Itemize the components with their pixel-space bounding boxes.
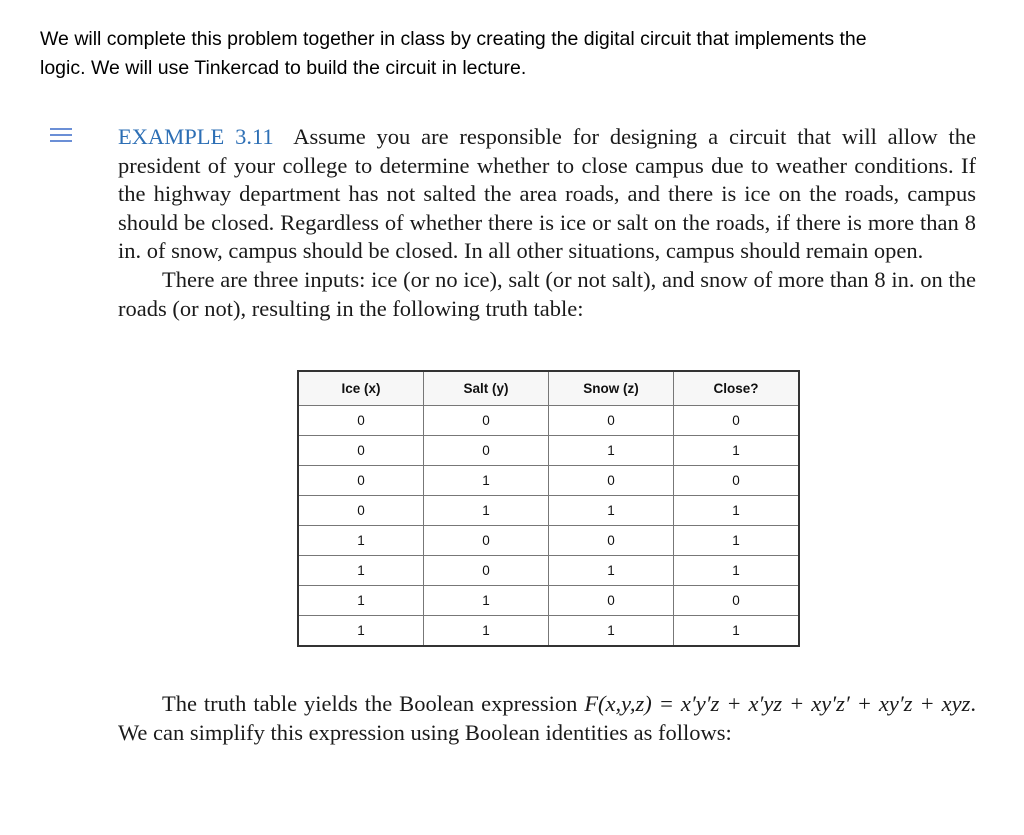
example-text-1: Assume you are responsible for designing a circuit that will allow the president of your college to determine whether to close campus due to weather conditions. If the highway department has not salted the area roads, and there is ice on the roads, campus should be closed. Regardless of whether there is ice or salt on the roads, if there is more than 8 in. of snow, campus should be closed. In all other situations, campus should remain open. bbox=[118, 124, 976, 264]
cell: 1 bbox=[549, 496, 674, 526]
header-close: Close? bbox=[674, 371, 800, 406]
cell: 0 bbox=[298, 496, 424, 526]
table-row bbox=[298, 616, 799, 647]
cell: 0 bbox=[424, 406, 549, 436]
cell: 0 bbox=[674, 586, 800, 616]
cell: 1 bbox=[298, 586, 424, 616]
conclusion-text-before: The truth table yields the Boolean expression bbox=[162, 691, 585, 716]
table-row bbox=[298, 556, 799, 586]
cell: 0 bbox=[674, 466, 800, 496]
cell: 1 bbox=[424, 496, 549, 526]
cell: 1 bbox=[674, 496, 800, 526]
instructor-note bbox=[40, 25, 1000, 83]
cell: 1 bbox=[298, 556, 424, 586]
truth-table bbox=[297, 370, 800, 647]
cell: 1 bbox=[549, 556, 674, 586]
cell: 1 bbox=[674, 556, 800, 586]
menu-lines-icon bbox=[50, 128, 72, 146]
cell: 0 bbox=[298, 436, 424, 466]
cell: 1 bbox=[549, 616, 674, 647]
header-salt: Salt (y) bbox=[424, 371, 549, 406]
truth-table-header-row bbox=[298, 371, 799, 406]
cell: 0 bbox=[298, 406, 424, 436]
conclusion-text-after: . We can simplify this expression using Boolean identities as follows: bbox=[118, 691, 977, 745]
cell: 1 bbox=[298, 616, 424, 647]
conclusion-paragraph bbox=[118, 690, 976, 747]
cell: 0 bbox=[424, 436, 549, 466]
table-row bbox=[298, 526, 799, 556]
cell: 0 bbox=[549, 466, 674, 496]
table-row bbox=[298, 586, 799, 616]
header-snow: Snow (z) bbox=[549, 371, 674, 406]
example-title: EXAMPLE 3.11 bbox=[118, 124, 274, 149]
cell: 1 bbox=[549, 436, 674, 466]
table-row bbox=[298, 466, 799, 496]
cell: 1 bbox=[424, 586, 549, 616]
example-paragraph-1 bbox=[118, 123, 976, 266]
example-block bbox=[118, 123, 976, 323]
header-ice: Ice (x) bbox=[298, 371, 424, 406]
cell: 0 bbox=[549, 526, 674, 556]
table-row bbox=[298, 406, 799, 436]
cell: 1 bbox=[674, 526, 800, 556]
instructor-note-line-1: We will complete this problem together in class by creating the digital circuit that implements the bbox=[40, 28, 867, 50]
cell: 1 bbox=[298, 526, 424, 556]
conclusion-block bbox=[118, 690, 976, 747]
cell: 1 bbox=[674, 436, 800, 466]
cell: 1 bbox=[424, 616, 549, 647]
cell: 0 bbox=[549, 586, 674, 616]
cell: 1 bbox=[674, 616, 800, 647]
cell: 0 bbox=[424, 526, 549, 556]
boolean-expression: F(x,y,z) = x′y′z + x′yz + xy′z′ + xy′z + xyz bbox=[584, 691, 971, 716]
cell: 1 bbox=[424, 466, 549, 496]
cell: 0 bbox=[549, 406, 674, 436]
table-row bbox=[298, 436, 799, 466]
cell: 0 bbox=[674, 406, 800, 436]
instructor-note-line-2: logic. We will use Tinkercad to build the circuit in lecture. bbox=[40, 57, 527, 79]
cell: 0 bbox=[424, 556, 549, 586]
table-row bbox=[298, 496, 799, 526]
cell: 0 bbox=[298, 466, 424, 496]
example-paragraph-2: There are three inputs: ice (or no ice), salt (or not salt), and snow of more than 8 in. on the roads (or not), resulting in the following truth table: bbox=[118, 266, 976, 321]
